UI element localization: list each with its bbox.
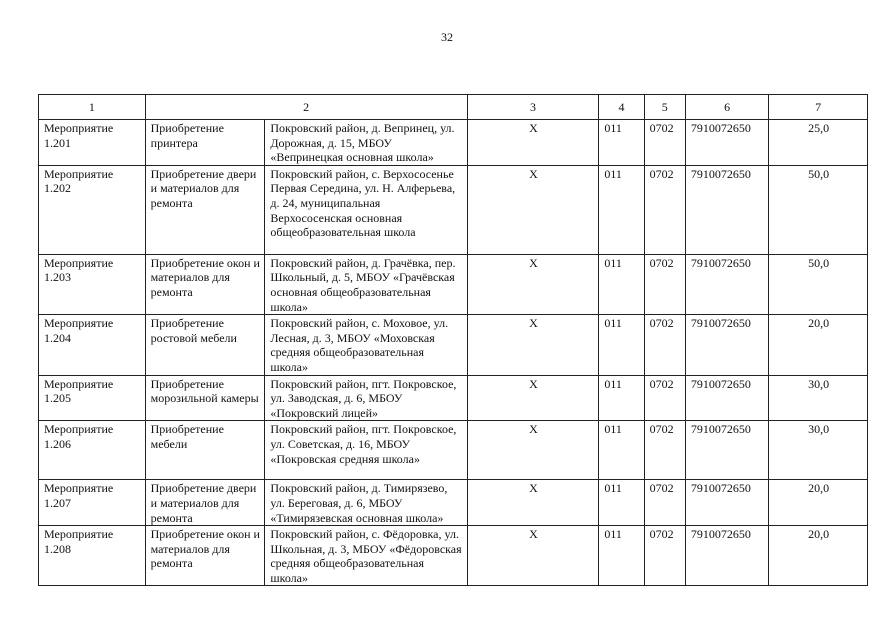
address-cell: Покровский район, д. Вепринец, ул. Дорожная, д. 15, МБОУ «Вепринецкая основная школа»	[265, 120, 467, 166]
col3-cell: X	[467, 315, 599, 375]
col3-cell: X	[467, 375, 599, 421]
col5-cell: 0702	[644, 315, 685, 375]
table-row	[39, 254, 868, 314]
col5-cell: 0702	[644, 254, 685, 314]
col6-cell: 7910072650	[685, 421, 769, 480]
col3-cell: X	[467, 480, 599, 526]
amount-cell: 30,0	[769, 375, 868, 421]
name-cell: Приобретение мебели	[145, 421, 265, 480]
table-header-row	[39, 95, 868, 120]
name-cell: Приобретение ростовой мебели	[145, 315, 265, 375]
col5-cell: 0702	[644, 421, 685, 480]
page-number: 32	[441, 30, 453, 44]
event-cell: Мероприятие 1.203	[39, 254, 146, 314]
header-col-5: 5	[644, 95, 685, 120]
name-cell: Приобретение окон и материалов для ремонта	[145, 254, 265, 314]
header-col-1: 1	[39, 95, 146, 120]
amount-cell: 20,0	[769, 480, 868, 526]
address-cell: Покровский район, д. Грачёвка, пер. Школьный, д. 5, МБОУ «Грачёвская основная общеобразовательная школа»	[265, 254, 467, 314]
col4-cell: 011	[599, 165, 644, 254]
name-cell: Приобретение двери и материалов для ремонта	[145, 165, 265, 254]
col5-cell: 0702	[644, 526, 685, 586]
col6-cell: 7910072650	[685, 315, 769, 375]
header-col-7: 7	[769, 95, 868, 120]
header-col-6: 6	[685, 95, 769, 120]
table-row	[39, 375, 868, 421]
table-row	[39, 165, 868, 254]
col6-cell: 7910072650	[685, 165, 769, 254]
table-row	[39, 421, 868, 480]
col6-cell: 7910072650	[685, 254, 769, 314]
amount-cell: 25,0	[769, 120, 868, 166]
event-cell: Мероприятие 1.202	[39, 165, 146, 254]
col5-cell: 0702	[644, 375, 685, 421]
amount-cell: 20,0	[769, 315, 868, 375]
col5-cell: 0702	[644, 480, 685, 526]
col6-cell: 7910072650	[685, 480, 769, 526]
col3-cell: X	[467, 421, 599, 480]
table-row	[39, 120, 868, 166]
header-col-2: 2	[145, 95, 467, 120]
address-cell: Покровский район, пгт. Покровское, ул. Заводская, д. 6, МБОУ «Покровский лицей»	[265, 375, 467, 421]
amount-cell: 20,0	[769, 526, 868, 586]
col5-cell: 0702	[644, 120, 685, 166]
name-cell: Приобретение принтера	[145, 120, 265, 166]
col3-cell: X	[467, 254, 599, 314]
table-row	[39, 526, 868, 586]
col5-cell: 0702	[644, 165, 685, 254]
address-cell: Покровский район, с. Фёдоровка, ул. Школьная, д. 3, МБОУ «Фёдоровская средняя общеобразовательная школа»	[265, 526, 467, 586]
col3-cell: X	[467, 526, 599, 586]
address-cell: Покровский район, д. Тимирязево, ул. Береговая, д. 6, МБОУ «Тимирязевская основная школа»	[265, 480, 467, 526]
col4-cell: 011	[599, 526, 644, 586]
col6-cell: 7910072650	[685, 375, 769, 421]
table-row	[39, 480, 868, 526]
col3-cell: X	[467, 165, 599, 254]
col4-cell: 011	[599, 315, 644, 375]
event-cell: Мероприятие 1.207	[39, 480, 146, 526]
col6-cell: 7910072650	[685, 526, 769, 586]
name-cell: Приобретение морозильной камеры	[145, 375, 265, 421]
name-cell: Приобретение окон и материалов для ремонта	[145, 526, 265, 586]
address-cell: Покровский район, пгт. Покровское, ул. Советская, д. 16, МБОУ «Покровская средняя школа»	[265, 421, 467, 480]
col4-cell: 011	[599, 120, 644, 166]
amount-cell: 50,0	[769, 254, 868, 314]
budget-table	[38, 94, 868, 586]
amount-cell: 50,0	[769, 165, 868, 254]
table-row	[39, 315, 868, 375]
header-col-3: 3	[467, 95, 599, 120]
col4-cell: 011	[599, 254, 644, 314]
event-cell: Мероприятие 1.206	[39, 421, 146, 480]
event-cell: Мероприятие 1.205	[39, 375, 146, 421]
header-col-4: 4	[599, 95, 644, 120]
col4-cell: 011	[599, 421, 644, 480]
col6-cell: 7910072650	[685, 120, 769, 166]
address-cell: Покровский район, с. Верхососенье Первая Середина, ул. Н. Алферьева, д. 24, муниципальная Верхососенская основная общеобразовательная школа	[265, 165, 467, 254]
name-cell: Приобретение двери и материалов для ремонта	[145, 480, 265, 526]
event-cell: Мероприятие 1.208	[39, 526, 146, 586]
col4-cell: 011	[599, 375, 644, 421]
event-cell: Мероприятие 1.201	[39, 120, 146, 166]
address-cell: Покровский район, с. Моховое, ул. Лесная, д. 3, МБОУ «Моховская средняя общеобразовательная школа»	[265, 315, 467, 375]
amount-cell: 30,0	[769, 421, 868, 480]
col4-cell: 011	[599, 480, 644, 526]
event-cell: Мероприятие 1.204	[39, 315, 146, 375]
col3-cell: X	[467, 120, 599, 166]
